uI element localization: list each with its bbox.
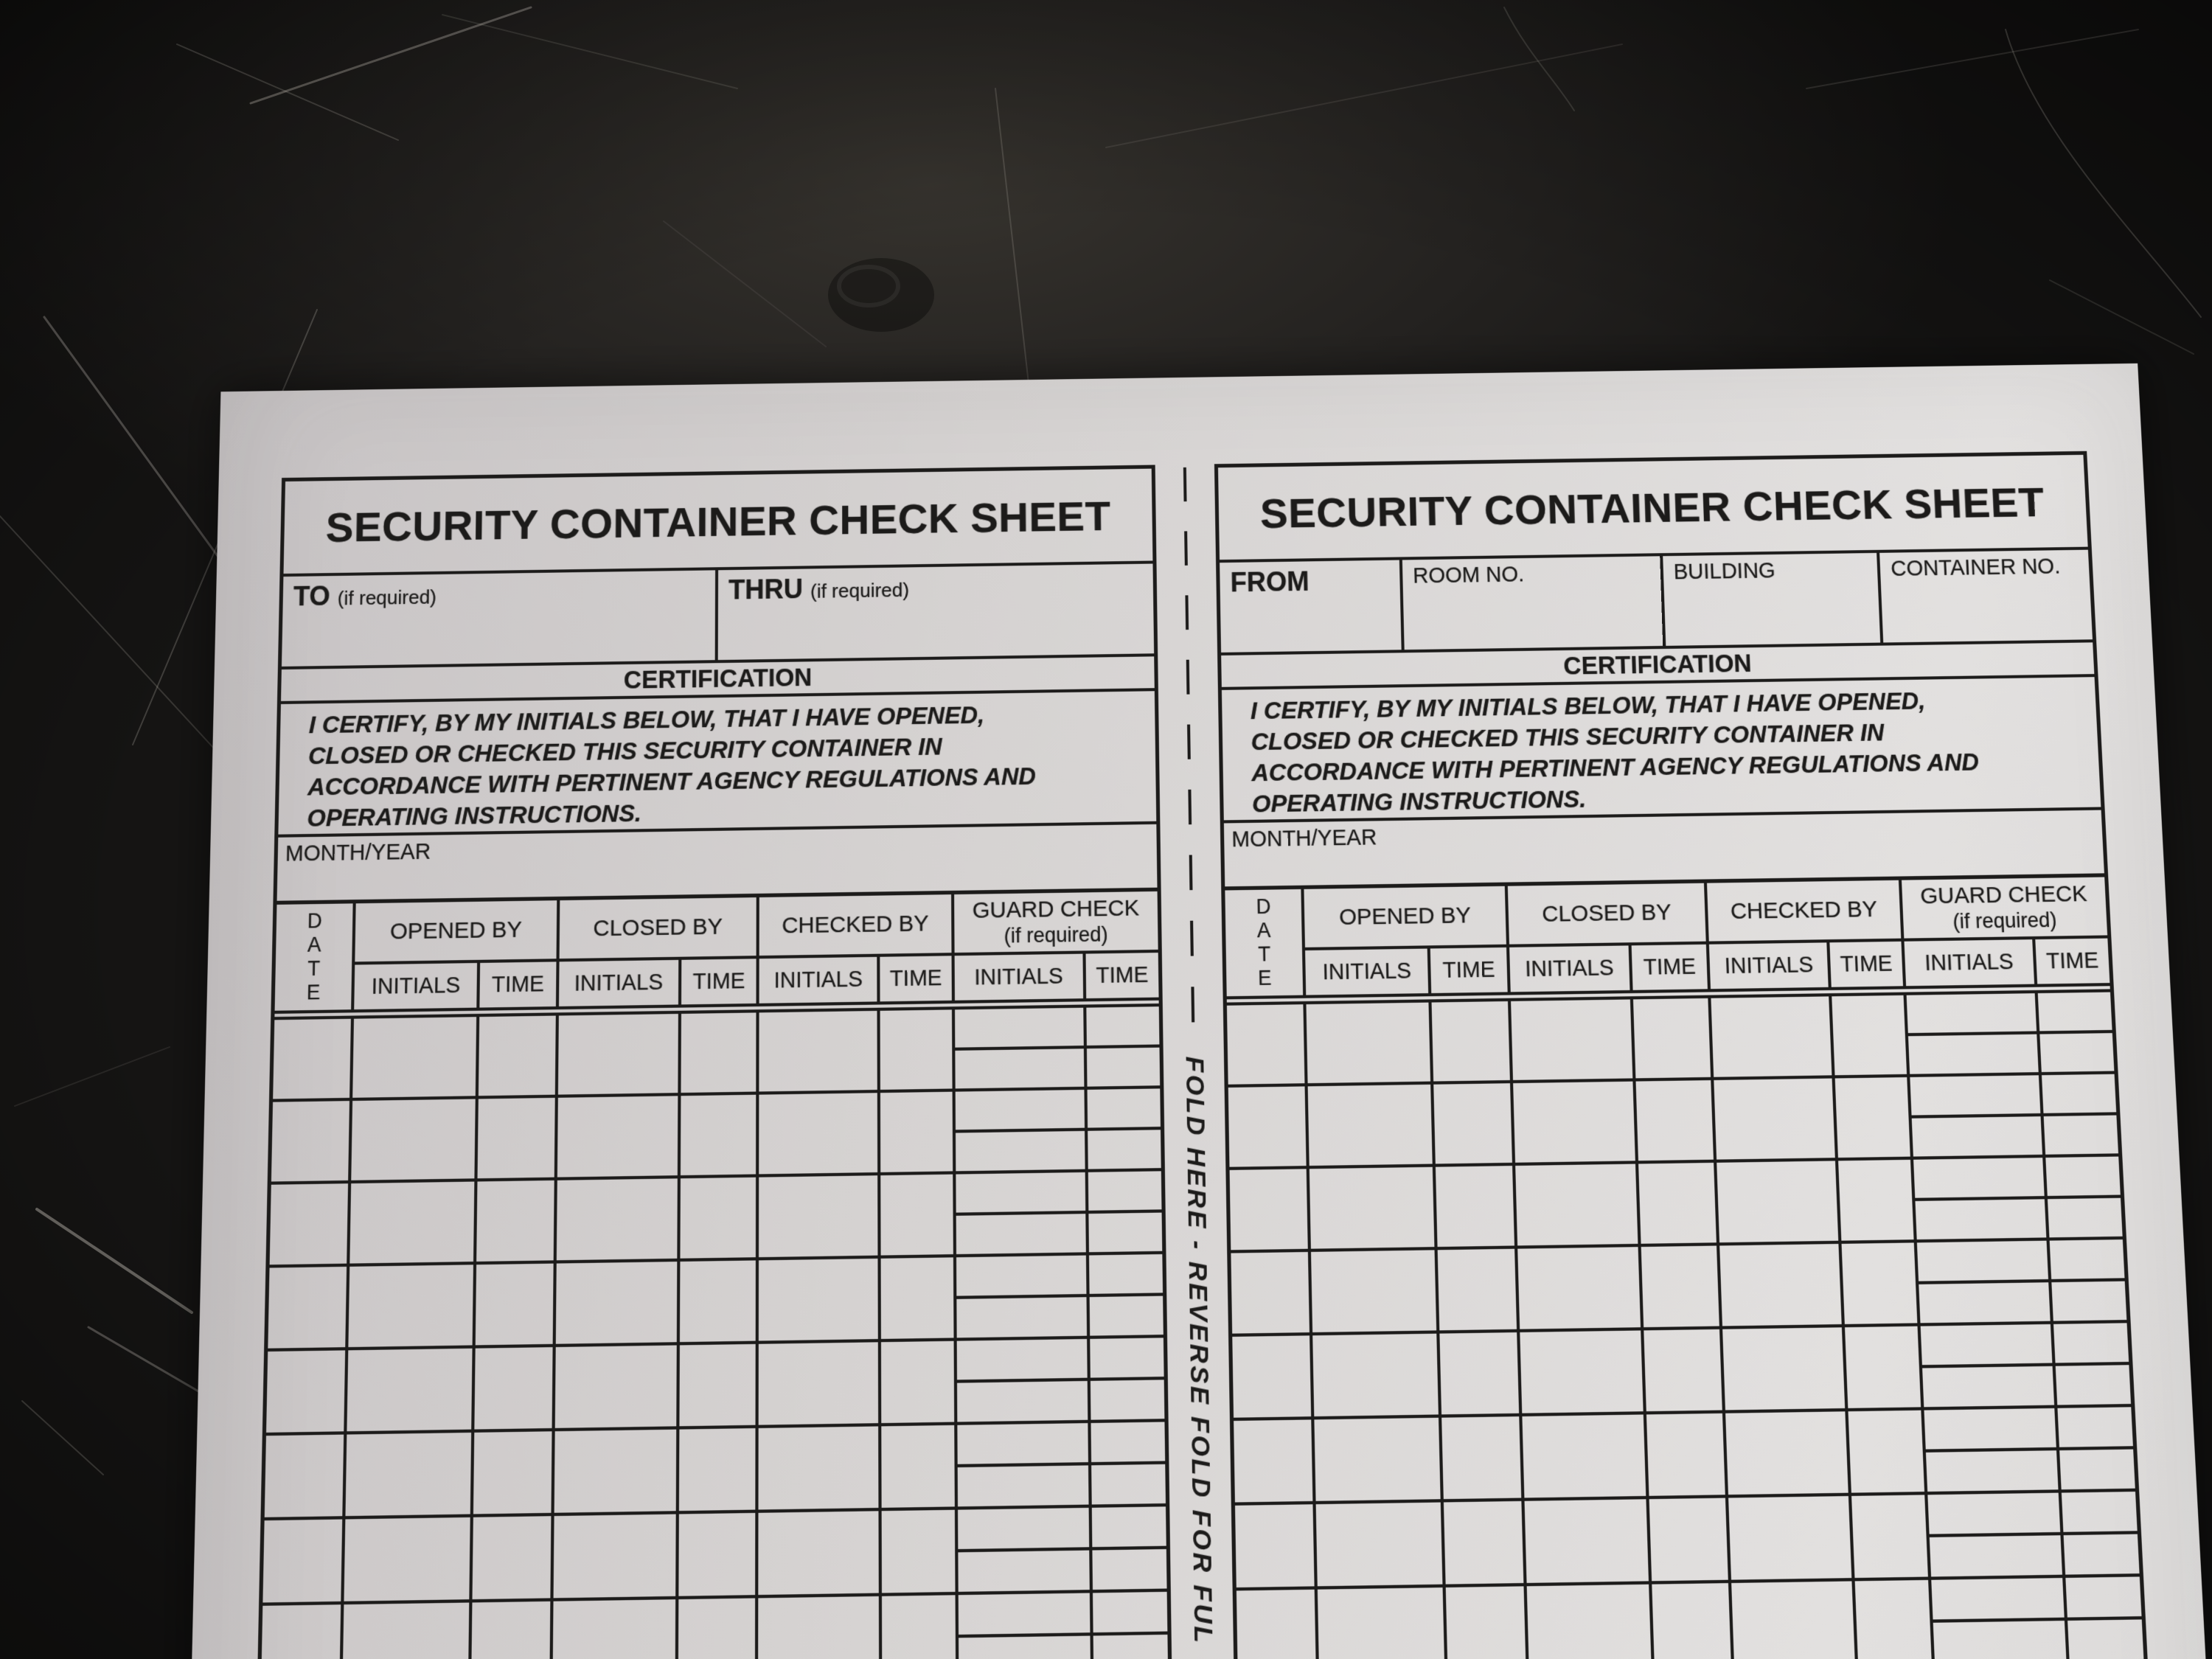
guard-check-cell [956,1256,1091,1341]
guard-check-cell [2042,1074,2118,1158]
table-cell [1432,1001,1513,1085]
column-group-label: OPENED BY [389,917,523,945]
table-cell [554,1345,680,1431]
date-cell [1232,1335,1314,1421]
table-cell [347,1349,476,1435]
table-cell [1440,1332,1522,1418]
table-cell [557,1014,681,1098]
table-cell [475,1347,556,1433]
subheader-initials: INITIALS [1709,942,1832,989]
date-cell [1230,1169,1312,1253]
guard-check-cell [1089,1254,1164,1339]
column-group-label: CHECKED BY [782,911,929,939]
subheader-initials: INITIALS [1305,948,1431,995]
table-cell [679,1513,759,1599]
date-cell [1237,1590,1320,1659]
guard-check-cell [1092,1506,1167,1593]
table-cell [759,1342,882,1428]
subheader-initials: INITIALS [1904,939,2037,986]
subheader-time: TIME [1830,942,1906,987]
table-cell [349,1265,477,1350]
guard-check-cell [2045,1157,2122,1241]
date-letter: D [307,909,322,933]
table-cell [346,1433,475,1520]
table-cell [1434,1083,1515,1167]
table-cell [758,1596,883,1659]
check-table [1225,877,2152,1659]
date-cell [268,1267,349,1352]
guard-check-cell [958,1593,1093,1659]
certification-header: CERTIFICATION [1221,642,2094,690]
guard-check-cell [957,1423,1092,1510]
table-cell [881,1175,956,1259]
date-cell [1235,1504,1318,1590]
field-from-label: FROM [1230,566,1310,598]
table-cell [554,1430,679,1517]
guard-check-cell [1088,1171,1162,1255]
guard-check-cell [1927,1493,2065,1580]
certification-line: I CERTIFY, BY MY INITIALS BELOW, THAT I HAVE OPENED, [308,700,985,739]
table-cell [1511,999,1636,1083]
table-cell [681,1012,759,1096]
table-cell [882,1595,959,1659]
forms-row [254,451,2157,1659]
guard-check-cell [1091,1422,1166,1507]
table-cell [1649,1498,1731,1585]
guard-check-cell [1086,1006,1160,1090]
surface-dimple [828,258,934,332]
table-cell [1725,1411,1851,1498]
routing-row [1220,550,2093,655]
date-column-header [275,903,356,1010]
date-cell [273,1019,354,1102]
subheader-time: TIME [681,959,759,1004]
table-cell [1444,1501,1526,1587]
column-group-guard-check [954,891,1158,956]
field-container-no-label: CONTAINER NO. [1890,554,2061,582]
column-group-checked-by [1707,880,1904,945]
table-cell [471,1601,553,1659]
certification-line: ACCORDANCE WITH PERTINENT AGENCY REGULATIONS AND [307,762,1036,801]
date-letter: D [1256,894,1271,919]
table-cell [1633,998,1714,1082]
table-cell [1438,1249,1520,1334]
date-cell [265,1435,347,1521]
table-cell [1722,1327,1848,1413]
table-cell [759,1259,881,1344]
date-letter: T [1257,942,1271,966]
table-cell [1313,1334,1442,1420]
certification-header: CERTIFICATION [281,656,1155,704]
guard-check-cell [1093,1592,1168,1659]
table-cell [881,1341,957,1427]
subheader-time: TIME [1430,947,1510,993]
column-group-label: CHECKED BY [1730,896,1878,925]
table-cell [681,1095,759,1179]
table-cell [552,1599,679,1659]
guard-check-cell [955,1090,1088,1175]
column-group-opened-by [355,900,560,964]
table-cell [473,1431,554,1517]
column-group-opened-by [1304,886,1509,950]
table-cell [478,1098,557,1182]
column-group-closed-by [1507,883,1709,947]
table-cell [1318,1587,1448,1659]
table-cell [1839,1160,1917,1244]
paper-sheet [179,364,2212,1659]
table-cell [1731,1581,1858,1659]
table-cell [473,1516,554,1602]
table-cell [1719,1244,1845,1329]
guard-check-cell [1088,1088,1161,1172]
certification-line: OPERATING INSTRUCTIONS. [307,799,642,832]
table-cell [1526,1585,1655,1659]
column-group-checked-by [759,894,954,959]
field-building [1663,553,1884,646]
column-group-note: (if required) [1952,908,2058,933]
guard-check-cell [2057,1407,2135,1492]
guard-check-cell [1906,993,2042,1077]
table-cell [350,1181,478,1266]
table-cell [882,1510,958,1596]
table-cell [1728,1496,1855,1583]
table-cell [476,1264,556,1349]
certification-line: ACCORDANCE WITH PERTINENT AGENCY REGULATIONS AND [1251,748,1980,787]
form-right [1214,451,2157,1659]
table-cell [882,1425,958,1511]
table-cell [680,1260,759,1345]
table-cell [881,1257,956,1342]
date-column-header [1225,889,1306,996]
table-cell [1848,1411,1927,1496]
date-cell [1228,1086,1310,1170]
fold-label: FOLD HERE - REVERSE FOLD FOR FUL [1179,1056,1218,1646]
fold-dashed-line [1183,467,1195,1044]
subheader-time: TIME [1632,945,1711,990]
field-building-label: BUILDING [1673,559,1776,585]
form-title: SECURITY CONTAINER CHECK SHEET [1218,455,2088,563]
subheader-time: TIME [480,961,559,1007]
table-cell [679,1428,759,1514]
form-left [254,465,1175,1659]
table-cell [556,1178,681,1263]
certification-line: OPERATING INSTRUCTIONS. [1251,785,1587,818]
field-from [1220,560,1404,652]
field-room-no [1402,556,1666,650]
table-cell [1513,1082,1639,1166]
field-container-no [1879,550,2093,643]
table-cell [1652,1583,1734,1659]
subheader-time: TIME [2045,947,2099,974]
table-cell [1641,1245,1722,1330]
table-cell [351,1099,479,1183]
guard-check-cell [1090,1338,1164,1423]
date-cell [261,1604,344,1659]
table-cell [477,1180,557,1265]
routing-row [282,564,1154,670]
column-group-label: GUARD CHECK [1919,881,2088,909]
table-cell [1436,1166,1517,1250]
table-cell [352,1017,479,1101]
table-cell [1855,1580,1935,1659]
column-group-guard-check [1902,877,2108,942]
table-cell [1442,1416,1524,1502]
certification-line: CLOSED OR CHECKED THIS SECURITY CONTAINER IN [1251,718,1885,756]
table-cell [1835,1077,1913,1161]
table-cell [1842,1242,1920,1327]
subheader-initials: INITIALS [559,960,682,1006]
date-cell [1234,1419,1316,1506]
date-cell [1231,1252,1312,1337]
table-cell [681,1178,759,1262]
certification-text [278,691,1156,838]
guard-check-cell [956,1172,1089,1257]
date-cell [271,1101,353,1185]
table-cell [680,1344,759,1430]
date-letter: A [307,933,321,956]
certification-text [1222,677,2101,823]
guard-check-cell [1931,1578,2070,1659]
column-group-label: CLOSED BY [593,914,723,942]
table-cell [555,1262,680,1347]
field-thru-note: (if required) [810,578,910,603]
table-cell [1646,1413,1728,1499]
table-cell [1832,995,1910,1079]
certification-line: CLOSED OR CHECKED THIS SECURITY CONTAINER IN [307,732,942,770]
table-cell [678,1598,758,1659]
table-cell [1714,1078,1838,1162]
table-cell [1307,1003,1434,1087]
subheader-initials: INITIALS [954,954,1086,1001]
guard-check-cell [1924,1408,2062,1495]
table-cell [557,1096,681,1180]
guard-check-cell [1920,1324,2057,1411]
table-cell [1638,1163,1719,1247]
column-group-closed-by [559,897,759,961]
date-cell [266,1350,349,1436]
date-letter: A [1256,919,1271,942]
table-cell [880,1092,956,1176]
subheader-initials: INITIALS [355,963,481,1009]
check-table [257,891,1170,1659]
date-letter: E [306,981,321,1004]
table-cell [880,1009,955,1093]
form-title: SECURITY CONTAINER CHECK SHEET [283,469,1152,577]
table-cell [1311,1250,1440,1335]
guard-check-cell [1917,1241,2054,1326]
table-cell [1520,1330,1646,1416]
table-cell [1515,1164,1641,1248]
guard-check-cell [1913,1158,2050,1242]
table-cell [1644,1329,1725,1415]
guard-check-cell [2053,1323,2131,1408]
month-year-field: MONTH/YEAR [276,824,1157,905]
column-group-note: (if required) [1004,922,1108,947]
table-cell [758,1511,882,1598]
guard-check-cell [2065,1576,2143,1659]
table-cell [1522,1414,1649,1500]
guard-check-cell [2062,1492,2140,1578]
table-cell [1310,1167,1438,1252]
guard-check-cell [2050,1239,2127,1324]
table-cell [1517,1247,1644,1332]
month-year-field: MONTH/YEAR [1224,810,2104,891]
table-cell [1524,1499,1652,1586]
table-cell [759,1093,880,1178]
table-cell [479,1015,558,1099]
certification-line: I CERTIFY, BY MY INITIALS BELOW, THAT I HAVE OPENED, [1250,686,1926,725]
date-cell [270,1183,352,1267]
subheader-initials: INITIALS [1509,945,1633,992]
table-cell [1845,1326,1924,1412]
table-cell [1636,1080,1717,1164]
date-cell [262,1519,345,1605]
field-room-no-label: ROOM NO. [1412,563,1525,588]
guard-check-cell [955,1008,1088,1092]
guard-check-cell [1910,1075,2045,1160]
date-letter: T [307,956,321,981]
guard-check-cell [958,1508,1093,1595]
table-cell [1316,1502,1446,1589]
table-cell [1717,1161,1842,1245]
subheader-initials: INITIALS [759,957,880,1004]
subheader-time: TIME [1096,962,1149,988]
guard-check-cell [2038,992,2115,1076]
table-cell [1315,1418,1444,1504]
column-group-label: OPENED BY [1338,902,1472,931]
table-cell [1446,1586,1528,1659]
column-group-label: GUARD CHECK [972,895,1140,924]
table-cell [343,1602,473,1659]
table-cell [553,1514,679,1601]
date-cell [1227,1004,1308,1088]
field-to [282,570,718,667]
column-group-label: CLOSED BY [1541,900,1672,928]
guard-check-cell [956,1339,1091,1425]
field-thru [718,564,1154,661]
field-thru-label: THRU [728,573,803,605]
table-cell [1711,996,1836,1080]
table-cell [344,1517,474,1604]
table-cell [759,1175,881,1260]
table-cell [759,1426,882,1512]
table-cell [1851,1495,1930,1581]
field-to-note: (if required) [337,585,437,610]
subheader-time: TIME [880,956,955,1001]
field-to-label: TO [293,580,331,612]
date-letter: E [1257,966,1272,990]
table-cell [1308,1085,1436,1169]
table-cell [759,1011,881,1095]
